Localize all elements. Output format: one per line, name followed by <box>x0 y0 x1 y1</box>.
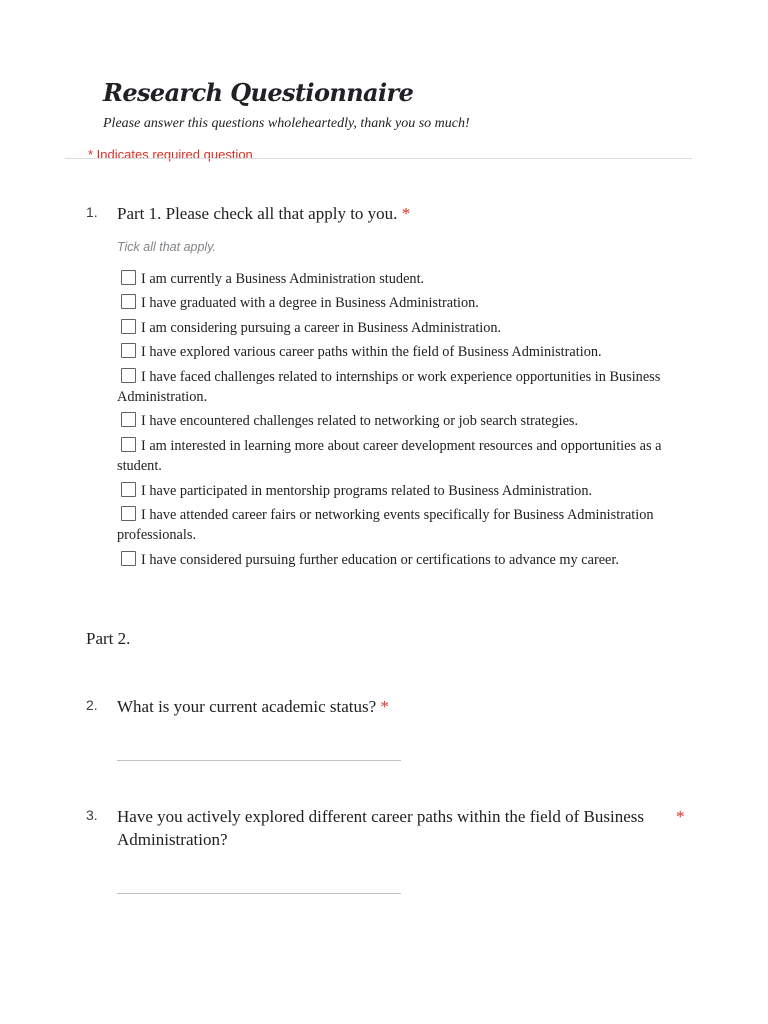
form-title: Research Questionnaire <box>103 78 414 107</box>
checkbox-option-label: I have graduated with a degree in Business Administration. <box>141 295 479 312</box>
checkbox-option[interactable] <box>117 269 677 289</box>
checkbox-option-label: I am currently a Business Administration student. <box>141 271 425 287</box>
question-3-title: Have you actively explored different career paths within the field of Business Administration? <box>117 807 644 849</box>
checkbox-icon[interactable] <box>121 506 136 521</box>
checkbox-icon[interactable] <box>121 482 136 497</box>
question-1-number: 1. <box>86 204 98 220</box>
form-description: Please answer this questions wholeheartedly, thank you so much! <box>103 116 470 131</box>
checkbox-option[interactable] <box>117 342 677 362</box>
question-3-answer-field[interactable] <box>117 893 401 894</box>
checkbox-icon[interactable] <box>121 319 136 334</box>
checkbox-icon[interactable] <box>121 412 136 427</box>
question-2-title <box>117 695 677 718</box>
question-1-title <box>117 202 677 225</box>
question-2-number: 2. <box>86 697 98 713</box>
checkbox-option-label: I have attended career fairs or networking events specifically for Business Administration professionals. <box>117 507 654 544</box>
checkbox-option[interactable] <box>117 436 677 477</box>
header-divider <box>65 158 692 159</box>
section-2-title: Part 2. <box>86 629 131 648</box>
checkbox-icon[interactable] <box>121 368 136 383</box>
checkbox-option-label: I have participated in mentorship programs related to Business Administration. <box>141 482 593 499</box>
checkbox-option[interactable] <box>117 293 677 313</box>
checkbox-option[interactable] <box>117 367 677 408</box>
checkbox-option[interactable] <box>117 318 677 338</box>
checkbox-option-label: I have considered pursuing further education or certifications to advance my career. <box>141 551 619 568</box>
checkbox-option-label: I have explored various career paths within the field of Business Administration. <box>141 344 602 361</box>
checkbox-option-label: I have faced challenges related to internships or work experience opportunities in Business Administration. <box>117 368 661 406</box>
checkbox-icon[interactable] <box>121 294 136 309</box>
required-asterisk: * <box>401 204 411 223</box>
checkbox-option-label: I am interested in learning more about career development resources and opportunities as a student. <box>117 437 662 475</box>
required-question-note: * Indicates required question <box>88 147 253 162</box>
question-1-options <box>117 269 677 574</box>
required-asterisk: * <box>380 697 389 716</box>
checkbox-option-label: I am considering pursuing a career in Business Administration. <box>141 319 502 336</box>
question-1-title-text: Part 1. Please check all that apply to you. <box>117 204 398 223</box>
question-2-answer-field[interactable] <box>117 760 401 761</box>
checkbox-icon[interactable] <box>121 437 136 452</box>
checkbox-option[interactable] <box>117 550 677 570</box>
required-asterisk: * <box>676 807 685 826</box>
question-3-number: 3. <box>86 807 98 823</box>
question-1-hint: Tick all that apply. <box>117 240 217 254</box>
checkbox-icon[interactable] <box>121 270 136 285</box>
checkbox-option[interactable] <box>117 505 677 546</box>
checkbox-icon[interactable] <box>121 551 136 566</box>
checkbox-option[interactable] <box>117 411 677 431</box>
checkbox-option-label: I have encountered challenges related to networking or job search strategies. <box>141 413 579 430</box>
checkbox-icon[interactable] <box>121 343 136 358</box>
checkbox-option[interactable] <box>117 481 677 501</box>
question-2-title-text: What is your current academic status? <box>117 697 377 716</box>
